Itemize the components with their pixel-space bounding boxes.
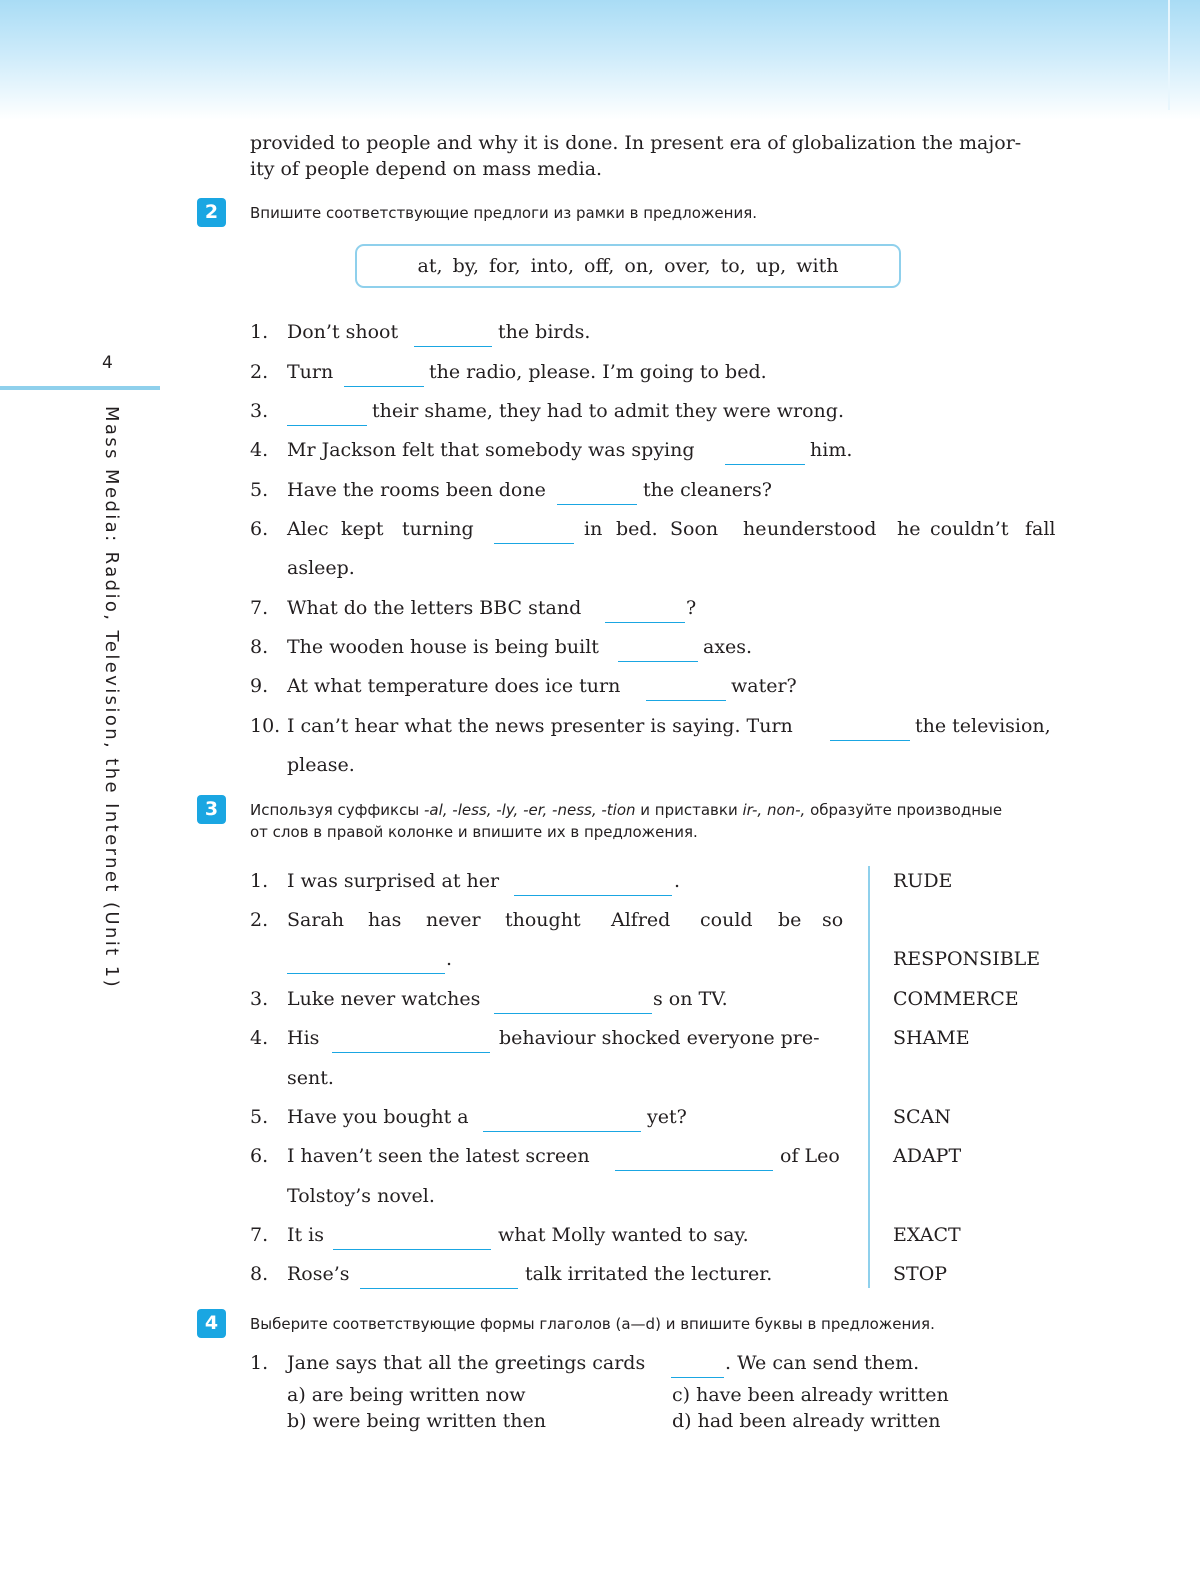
side-rule (0, 386, 160, 390)
base-word-3: COMMERCE (893, 988, 1019, 1010)
intro-text (250, 130, 1065, 182)
answer-blank[interactable] (725, 446, 805, 465)
word-box: at, by, for, into, off, on, over, to, up, with (355, 244, 901, 288)
answer-blank[interactable] (494, 995, 652, 1014)
answer-blank[interactable] (287, 955, 445, 974)
option-a: a) are being written now (287, 1384, 526, 1406)
ex2-item-10-cont: please. (287, 754, 355, 776)
exercise-3-badge: 3 (197, 795, 226, 824)
ex3-item-6-cont: Tolstoy’s novel. (287, 1185, 435, 1207)
base-word-5: SCAN (893, 1106, 951, 1128)
base-word-8: STOP (893, 1263, 948, 1285)
base-word-2: RESPONSIBLE (893, 948, 1041, 970)
ex3-item-4-cont: sent. (287, 1067, 334, 1089)
ex2-item-6-cont: asleep. (287, 557, 355, 579)
answer-blank[interactable] (514, 877, 672, 896)
base-word-1: RUDE (893, 870, 953, 892)
exercise-3-instruction: Используя суффиксы -al, -less, -ly, -er, -ness, -tion и приставки ir-, non-, образуйте производные от слов в правой колонке и впишите их в предложения. (250, 801, 1003, 841)
unit-title: Mass Media: Radio, Television, the Internet (Unit 1) (101, 406, 122, 990)
answer-blank[interactable] (618, 643, 698, 662)
answer-blank[interactable] (360, 1270, 518, 1289)
base-word-6: ADAPT (893, 1145, 962, 1167)
option-c: c) have been already written (672, 1384, 949, 1406)
option-b: b) were being written then (287, 1410, 546, 1432)
option-d: d) had been already written (672, 1410, 941, 1432)
answer-blank[interactable] (605, 604, 685, 623)
answer-blank[interactable] (671, 1359, 724, 1378)
intro-line-1: provided to people and why it is done. In present era of globalization the major- (250, 132, 1022, 154)
page-number: 4 (102, 353, 113, 373)
column-divider (868, 866, 870, 1288)
answer-blank[interactable] (332, 1034, 490, 1053)
answer-blank[interactable] (646, 682, 726, 701)
header-band (0, 0, 1200, 120)
base-word-4: SHAME (893, 1027, 970, 1049)
header-divider (1168, 0, 1170, 110)
exercise-4-badge: 4 (197, 1309, 226, 1338)
intro-line-2: ity of people depend on mass media. (250, 158, 603, 180)
answer-blank[interactable] (830, 722, 910, 741)
exercise-4-instruction: Выберите соответствующие формы глаголов (a—d) и впишите буквы в предложения. (250, 1315, 935, 1333)
answer-blank[interactable] (333, 1231, 491, 1250)
answer-blank[interactable] (557, 486, 637, 505)
answer-blank[interactable] (615, 1152, 773, 1171)
exercise-2-instruction: Впишите соответствующие предлоги из рамки в предложения. (250, 204, 757, 222)
answer-blank[interactable] (344, 368, 424, 387)
answer-blank[interactable] (414, 328, 492, 347)
answer-blank[interactable] (483, 1113, 641, 1132)
answer-blank[interactable] (494, 525, 574, 544)
exercise-2-badge: 2 (197, 198, 226, 227)
base-word-7: EXACT (893, 1224, 961, 1246)
answer-blank[interactable] (287, 407, 367, 426)
